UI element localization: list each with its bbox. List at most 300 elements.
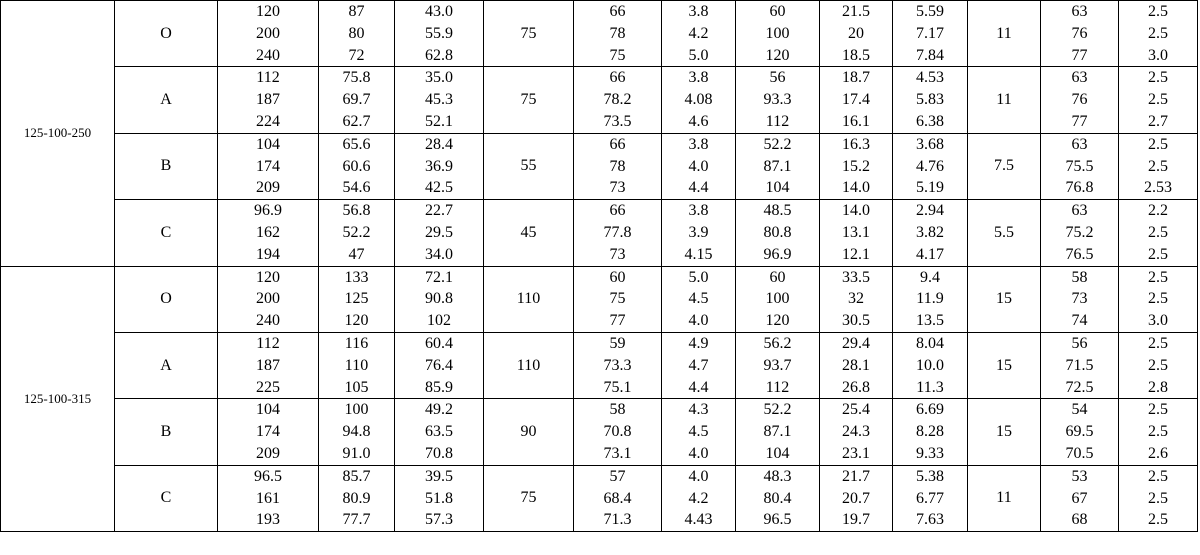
efficiency-1-cell xyxy=(574,465,662,531)
flow-rate-1-cell xyxy=(218,67,319,133)
value: 2.5 xyxy=(1148,245,1168,263)
value: 9.4 xyxy=(920,268,940,286)
value: 4.5 xyxy=(688,423,709,441)
value: 10.0 xyxy=(916,356,944,374)
flow-rate-2-cell xyxy=(736,1,820,67)
value: 4.15 xyxy=(684,245,713,263)
efficiency-2-cell xyxy=(1041,67,1119,133)
value: 34.0 xyxy=(425,245,453,263)
table-body xyxy=(1,1,1198,532)
efficiency-1-cell xyxy=(574,200,662,266)
motor-power-1-cell: 90 xyxy=(484,399,574,465)
value: 2.5 xyxy=(1148,290,1168,308)
value: 87 xyxy=(348,3,365,20)
value: 104 xyxy=(765,444,790,462)
motor-power-1-cell: 75 xyxy=(484,67,574,133)
value: 209 xyxy=(256,179,280,197)
npsh-1-cell xyxy=(662,133,736,199)
value: 80.9 xyxy=(342,489,371,507)
value: 174 xyxy=(256,157,280,175)
value: 162 xyxy=(256,223,280,241)
value: 4.2 xyxy=(688,24,709,42)
value: 56.8 xyxy=(342,202,371,220)
value: 100 xyxy=(765,290,790,308)
value: 70.8 xyxy=(603,423,632,441)
value: 2.5 xyxy=(1148,356,1168,374)
value: 70.5 xyxy=(1065,444,1094,462)
value: 21.5 xyxy=(842,3,870,20)
efficiency-1-cell xyxy=(574,1,662,67)
value: 161 xyxy=(256,489,280,507)
value: 18.5 xyxy=(842,46,870,64)
shaft-power-2-cell xyxy=(893,399,968,465)
value: 77 xyxy=(1071,46,1088,64)
value: 75 xyxy=(609,290,626,308)
value: 53 xyxy=(1071,467,1088,485)
value: 45.3 xyxy=(425,91,453,109)
head-2-cell xyxy=(820,200,893,266)
value: 4.0 xyxy=(688,312,709,330)
value: 102 xyxy=(427,312,451,330)
value: 5.19 xyxy=(916,179,944,197)
value: 69.7 xyxy=(342,91,371,109)
head-1-cell xyxy=(319,266,395,332)
table-row xyxy=(1,465,1198,531)
table-row xyxy=(1,200,1198,266)
value: 2.8 xyxy=(1148,378,1168,396)
value: 39.5 xyxy=(425,467,453,485)
flow-rate-2-cell xyxy=(736,399,820,465)
motor-power-2-cell: 11 xyxy=(968,465,1041,531)
head-1-cell xyxy=(319,67,395,133)
shaft-power-1-cell xyxy=(395,399,484,465)
value: 13.5 xyxy=(916,312,944,330)
value: 26.8 xyxy=(842,378,870,396)
value: 76 xyxy=(1071,91,1088,109)
npsh-2-cell xyxy=(1119,266,1198,332)
head-2-cell xyxy=(820,332,893,398)
value: 4.3 xyxy=(688,401,709,419)
value: 96.5 xyxy=(254,467,282,485)
shaft-power-1-cell xyxy=(395,332,484,398)
value: 60.4 xyxy=(425,334,453,352)
value: 77.7 xyxy=(342,511,371,529)
value: 62.7 xyxy=(342,112,371,130)
head-2-cell xyxy=(820,399,893,465)
value: 63 xyxy=(1071,202,1088,220)
value: 68.4 xyxy=(603,489,632,507)
value: 96.9 xyxy=(254,202,282,220)
head-1-cell xyxy=(319,332,395,398)
value: 5.59 xyxy=(916,3,944,20)
value: 80 xyxy=(348,24,365,42)
table-row xyxy=(1,1,1198,67)
model-cell: 125-100-250 xyxy=(1,1,115,267)
value: 68 xyxy=(1071,511,1088,529)
efficiency-1-cell xyxy=(574,399,662,465)
value: 67 xyxy=(1071,489,1088,507)
efficiency-2-cell xyxy=(1041,332,1119,398)
shaft-power-1-cell xyxy=(395,200,484,266)
value: 75.1 xyxy=(603,378,632,396)
value: 18.7 xyxy=(842,69,870,87)
value: 42.5 xyxy=(425,179,453,197)
value: 3.9 xyxy=(688,223,709,241)
value: 105 xyxy=(344,378,369,396)
value: 66 xyxy=(609,69,626,87)
value: 2.5 xyxy=(1148,467,1168,485)
value: 74 xyxy=(1071,312,1088,330)
value: 76.4 xyxy=(425,356,453,374)
value: 56 xyxy=(769,69,786,87)
value: 25.4 xyxy=(842,401,870,419)
value: 16.1 xyxy=(842,112,870,130)
npsh-1-cell xyxy=(662,200,736,266)
shaft-power-2-cell xyxy=(893,1,968,67)
shaft-power-1-cell xyxy=(395,266,484,332)
value: 3.0 xyxy=(1148,312,1168,330)
value: 104 xyxy=(256,401,280,419)
value: 54 xyxy=(1071,401,1088,419)
value: 2.5 xyxy=(1148,69,1168,87)
value: 90.8 xyxy=(425,290,453,308)
value: 35.0 xyxy=(425,69,453,87)
flow-rate-1-cell xyxy=(218,266,319,332)
value: 58 xyxy=(609,401,626,419)
value: 120 xyxy=(256,268,280,286)
value: 7.84 xyxy=(916,46,944,64)
value: 4.17 xyxy=(916,245,944,263)
table-row xyxy=(1,332,1198,398)
value: 13.1 xyxy=(842,223,870,241)
value: 48.5 xyxy=(763,202,792,220)
variant-cell: O xyxy=(115,1,218,67)
value: 77 xyxy=(1071,112,1088,130)
value: 87.1 xyxy=(763,423,792,441)
value: 72.5 xyxy=(1065,378,1094,396)
head-2-cell xyxy=(820,67,893,133)
value: 63 xyxy=(1071,69,1088,87)
value: 29.5 xyxy=(425,223,453,241)
npsh-2-cell xyxy=(1119,399,1198,465)
value: 187 xyxy=(256,356,280,374)
value: 112 xyxy=(256,69,280,87)
value: 6.69 xyxy=(916,401,944,419)
flow-rate-2-cell xyxy=(736,332,820,398)
value: 30.5 xyxy=(842,312,870,330)
value: 75.5 xyxy=(1065,157,1094,175)
value: 16.3 xyxy=(842,135,870,153)
motor-power-2-cell: 7.5 xyxy=(968,133,1041,199)
value: 3.8 xyxy=(688,3,709,20)
variant-cell: B xyxy=(115,133,218,199)
flow-rate-2-cell xyxy=(736,266,820,332)
value: 63.5 xyxy=(425,423,453,441)
value: 2.5 xyxy=(1148,489,1168,507)
efficiency-1-cell xyxy=(574,266,662,332)
value: 3.8 xyxy=(688,69,709,87)
variant-cell: C xyxy=(115,200,218,266)
value: 2.6 xyxy=(1148,444,1168,462)
value: 33.5 xyxy=(842,268,870,286)
value: 28.4 xyxy=(425,135,453,153)
motor-power-1-cell: 110 xyxy=(484,266,574,332)
value: 77.8 xyxy=(603,223,632,241)
value: 47 xyxy=(348,245,365,263)
value: 116 xyxy=(344,334,369,352)
value: 2.5 xyxy=(1148,135,1168,153)
value: 4.0 xyxy=(688,467,709,485)
value: 224 xyxy=(256,112,280,130)
value: 55.9 xyxy=(425,24,453,42)
value: 2.94 xyxy=(916,202,944,220)
flow-rate-2-cell xyxy=(736,67,820,133)
value: 29.4 xyxy=(842,334,870,352)
value: 5.38 xyxy=(916,467,944,485)
value: 85.7 xyxy=(342,467,371,485)
value: 75 xyxy=(609,46,626,64)
value: 93.7 xyxy=(763,356,792,374)
value: 66 xyxy=(609,202,626,220)
value: 209 xyxy=(256,444,280,462)
efficiency-2-cell xyxy=(1041,266,1119,332)
value: 56 xyxy=(1071,334,1088,352)
value: 20 xyxy=(848,24,864,42)
shaft-power-1-cell xyxy=(395,133,484,199)
value: 85.9 xyxy=(425,378,453,396)
head-1-cell xyxy=(319,465,395,531)
npsh-2-cell xyxy=(1119,465,1198,531)
value: 5.83 xyxy=(916,91,944,109)
value: 3.8 xyxy=(688,202,709,220)
value: 87.1 xyxy=(763,157,792,175)
efficiency-1-cell xyxy=(574,133,662,199)
npsh-2-cell xyxy=(1119,1,1198,67)
value: 49.2 xyxy=(425,401,453,419)
value: 52.1 xyxy=(425,112,453,130)
npsh-1-cell xyxy=(662,399,736,465)
value: 32 xyxy=(848,290,864,308)
value: 2.5 xyxy=(1148,24,1168,42)
value: 93.3 xyxy=(763,91,792,109)
value: 80.8 xyxy=(763,223,792,241)
shaft-power-2-cell xyxy=(893,67,968,133)
value: 4.7 xyxy=(688,356,709,374)
value: 2.5 xyxy=(1148,511,1168,529)
value: 187 xyxy=(256,91,280,109)
motor-power-2-cell: 5.5 xyxy=(968,200,1041,266)
shaft-power-1-cell xyxy=(395,465,484,531)
value: 120 xyxy=(765,46,790,64)
value: 240 xyxy=(256,46,280,64)
value: 4.5 xyxy=(688,290,709,308)
value: 2.5 xyxy=(1148,423,1168,441)
npsh-1-cell xyxy=(662,332,736,398)
value: 15.2 xyxy=(842,157,870,175)
efficiency-2-cell xyxy=(1041,133,1119,199)
value: 60 xyxy=(769,268,786,286)
value: 5.0 xyxy=(688,46,709,64)
value: 60.6 xyxy=(342,157,371,175)
flow-rate-1-cell xyxy=(218,200,319,266)
head-1-cell xyxy=(319,399,395,465)
value: 60 xyxy=(769,3,786,20)
motor-power-2-cell: 15 xyxy=(968,399,1041,465)
head-1-cell xyxy=(319,200,395,266)
value: 225 xyxy=(256,378,280,396)
model-cell: 125-100-315 xyxy=(1,266,115,532)
npsh-2-cell xyxy=(1119,200,1198,266)
shaft-power-2-cell xyxy=(893,133,968,199)
value: 4.4 xyxy=(688,179,709,197)
value: 72 xyxy=(348,46,365,64)
table-row xyxy=(1,67,1198,133)
value: 69.5 xyxy=(1065,423,1094,441)
value: 76 xyxy=(1071,24,1088,42)
value: 3.8 xyxy=(688,135,709,153)
efficiency-2-cell xyxy=(1041,399,1119,465)
value: 78 xyxy=(609,24,626,42)
value: 6.38 xyxy=(916,112,944,130)
head-2-cell xyxy=(820,1,893,67)
value: 59 xyxy=(609,334,626,352)
value: 73 xyxy=(1071,290,1088,308)
flow-rate-2-cell xyxy=(736,465,820,531)
value: 200 xyxy=(256,24,280,42)
value: 43.0 xyxy=(425,3,453,20)
value: 3.68 xyxy=(916,135,944,153)
value: 7.63 xyxy=(916,511,944,529)
value: 94.8 xyxy=(342,423,371,441)
value: 20.7 xyxy=(842,489,870,507)
value: 120 xyxy=(256,3,280,20)
motor-power-2-cell: 15 xyxy=(968,332,1041,398)
value: 57.3 xyxy=(425,511,453,529)
value: 4.43 xyxy=(684,511,713,529)
value: 4.6 xyxy=(688,112,709,130)
motor-power-2-cell: 11 xyxy=(968,1,1041,67)
value: 73.5 xyxy=(603,112,632,130)
value: 4.0 xyxy=(688,157,709,175)
value: 110 xyxy=(344,356,369,374)
value: 2.2 xyxy=(1148,202,1168,220)
value: 200 xyxy=(256,290,280,308)
value: 112 xyxy=(765,378,790,396)
value: 70.8 xyxy=(425,444,453,462)
efficiency-1-cell xyxy=(574,67,662,133)
value: 193 xyxy=(256,511,280,529)
value: 54.6 xyxy=(342,179,371,197)
value: 7.17 xyxy=(916,24,944,42)
value: 22.7 xyxy=(425,202,453,220)
value: 6.77 xyxy=(916,489,944,507)
value: 91.0 xyxy=(342,444,371,462)
value: 104 xyxy=(765,179,790,197)
value: 4.4 xyxy=(688,378,709,396)
motor-power-1-cell: 55 xyxy=(484,133,574,199)
head-2-cell xyxy=(820,266,893,332)
value: 3.0 xyxy=(1148,46,1168,64)
value: 75.8 xyxy=(342,69,371,87)
value: 23.1 xyxy=(842,444,870,462)
npsh-2-cell xyxy=(1119,133,1198,199)
efficiency-2-cell xyxy=(1041,200,1119,266)
value: 51.8 xyxy=(425,489,453,507)
value: 96.5 xyxy=(763,511,792,529)
value: 52.2 xyxy=(763,135,792,153)
variant-cell: B xyxy=(115,399,218,465)
value: 72.1 xyxy=(425,268,453,286)
npsh-1-cell xyxy=(662,67,736,133)
value: 8.28 xyxy=(916,423,944,441)
value: 14.0 xyxy=(842,202,870,220)
value: 60 xyxy=(609,268,626,286)
shaft-power-2-cell xyxy=(893,266,968,332)
value: 58 xyxy=(1071,268,1088,286)
value: 4.76 xyxy=(916,157,944,175)
value: 65.6 xyxy=(342,135,371,153)
value: 104 xyxy=(256,135,280,153)
value: 66 xyxy=(609,3,626,20)
flow-rate-1-cell xyxy=(218,399,319,465)
value: 2.5 xyxy=(1148,157,1168,175)
value: 2.5 xyxy=(1148,401,1168,419)
value: 11.9 xyxy=(916,290,944,308)
value: 75.2 xyxy=(1065,223,1094,241)
value: 80.4 xyxy=(763,489,792,507)
value: 73.3 xyxy=(603,356,632,374)
efficiency-1-cell xyxy=(574,332,662,398)
head-1-cell xyxy=(319,1,395,67)
value: 4.9 xyxy=(688,334,709,352)
efficiency-2-cell xyxy=(1041,1,1119,67)
value: 112 xyxy=(765,112,790,130)
value: 78.2 xyxy=(603,91,632,109)
variant-cell: O xyxy=(115,266,218,332)
value: 120 xyxy=(765,312,790,330)
value: 133 xyxy=(344,268,369,286)
value: 4.08 xyxy=(684,91,713,109)
value: 62.8 xyxy=(425,46,453,64)
value: 78 xyxy=(609,157,626,175)
value: 48.3 xyxy=(763,467,792,485)
value: 19.7 xyxy=(842,511,870,529)
value: 17.4 xyxy=(842,91,870,109)
value: 2.5 xyxy=(1148,268,1168,286)
value: 28.1 xyxy=(842,356,870,374)
motor-power-1-cell: 45 xyxy=(484,200,574,266)
value: 5.0 xyxy=(688,268,709,286)
value: 56.2 xyxy=(763,334,792,352)
value: 57 xyxy=(609,467,626,485)
value: 2.7 xyxy=(1148,112,1168,130)
flow-rate-1-cell xyxy=(218,332,319,398)
table-row xyxy=(1,133,1198,199)
value: 11.3 xyxy=(916,378,944,396)
motor-power-2-cell: 11 xyxy=(968,67,1041,133)
value: 71.3 xyxy=(603,511,632,529)
motor-power-2-cell: 15 xyxy=(968,266,1041,332)
head-2-cell xyxy=(820,465,893,531)
value: 125 xyxy=(344,290,369,308)
value: 2.53 xyxy=(1144,179,1172,197)
motor-power-1-cell: 75 xyxy=(484,1,574,67)
value: 73 xyxy=(609,245,626,263)
motor-power-1-cell: 110 xyxy=(484,332,574,398)
value: 174 xyxy=(256,423,280,441)
table-row xyxy=(1,266,1198,332)
value: 4.53 xyxy=(916,69,944,87)
